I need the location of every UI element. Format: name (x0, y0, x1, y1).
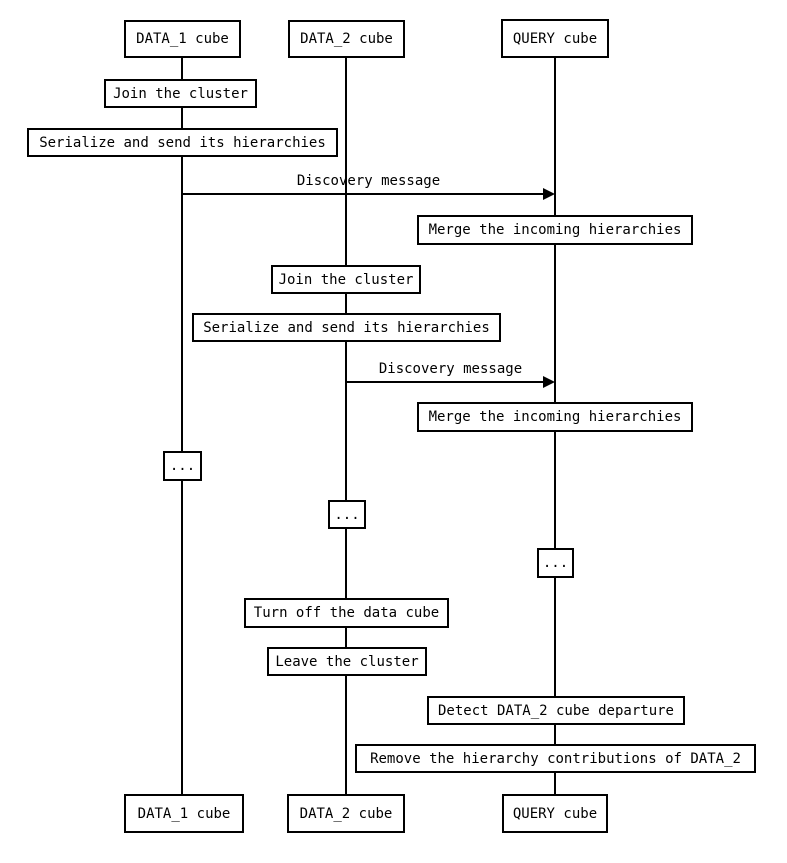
activity-ellipsis-query: ... (537, 548, 574, 578)
lifeline-footer-query: QUERY cube (502, 794, 608, 833)
message-line-discovery-2 (346, 381, 543, 383)
lifeline-line-data2 (345, 58, 347, 794)
activity-merge-hierarchies-2: Merge the incoming hierarchies (417, 402, 693, 432)
activity-join-cluster-data1: Join the cluster (104, 79, 257, 108)
lifeline-header-data1: DATA_1 cube (124, 20, 241, 58)
message-arrowhead-discovery-2 (543, 376, 555, 388)
message-line-discovery-1 (182, 193, 543, 195)
activity-serialize-data2: Serialize and send its hierarchies (192, 313, 501, 342)
lifeline-header-query: QUERY cube (501, 19, 609, 58)
message-label-discovery-1: Discovery message (296, 173, 441, 189)
activity-turn-off-data-cube: Turn off the data cube (244, 598, 449, 628)
activity-detect-departure: Detect DATA_2 cube departure (427, 696, 685, 725)
activity-serialize-data1: Serialize and send its hierarchies (27, 128, 338, 157)
message-label-discovery-2: Discovery message (378, 361, 523, 377)
lifeline-footer-data2: DATA_2 cube (287, 794, 405, 833)
lifeline-line-data1 (181, 58, 183, 794)
activity-merge-hierarchies-1: Merge the incoming hierarchies (417, 215, 693, 245)
activity-remove-contributions: Remove the hierarchy contributions of DATA_2 (355, 744, 756, 773)
activity-leave-cluster: Leave the cluster (267, 647, 427, 676)
lifeline-footer-data1: DATA_1 cube (124, 794, 244, 833)
activity-ellipsis-data1: ... (163, 451, 202, 481)
lifeline-header-data2: DATA_2 cube (288, 20, 405, 58)
message-arrowhead-discovery-1 (543, 188, 555, 200)
activity-join-cluster-data2: Join the cluster (271, 265, 421, 294)
activity-ellipsis-data2: ... (328, 500, 366, 529)
